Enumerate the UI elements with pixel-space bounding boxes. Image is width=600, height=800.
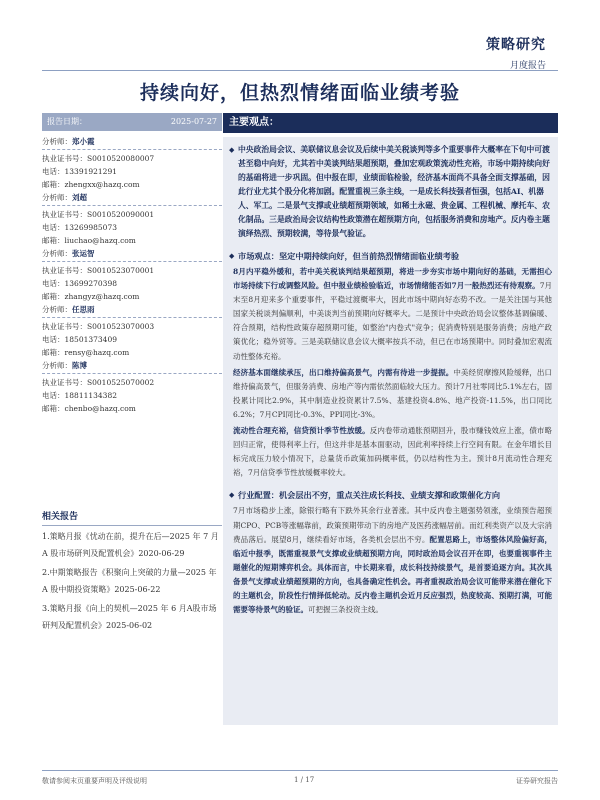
- brand-header: [486, 34, 546, 71]
- analyst-name: 任思雨: [72, 305, 95, 314]
- analyst-email[interactable]: 邮箱：chenbo@hazq.com: [42, 404, 136, 413]
- paragraph-lead: 流动性合理充裕，信贷预计季节性放缓。: [233, 426, 370, 436]
- industry-allocation-heading: [229, 488, 552, 502]
- liquidity-paragraph: [233, 424, 552, 480]
- related-reports: [42, 509, 222, 634]
- paragraph-body: 反内卷带动通胀预期回升，股市赚钱效应上涨，债市略回归正常，使得利率上行，但这并非是基本面驱动，因此利率持续上行空间有限。在金年增长目标完成压力较小情况下，总量货币政策加码概率低，仍以结构性为主。预计8月流动性合理充裕，7月信贷季节性放缓概率较大。: [233, 426, 553, 478]
- analyst-email[interactable]: 邮箱：zhengxx@hazq.com: [42, 180, 140, 189]
- divider: [42, 373, 222, 374]
- economy-paragraph: [233, 366, 552, 422]
- analyst-role: 分析师：: [42, 249, 72, 258]
- analyst-role: 分析师：: [42, 137, 72, 146]
- analyst-email[interactable]: 邮箱：rensy@hazq.com: [42, 348, 130, 357]
- brand-name: 策略研究: [486, 37, 546, 53]
- analyst-block: [42, 247, 222, 303]
- industry-paragraph: [233, 504, 552, 617]
- paragraph-body: 7月市场稳步上涨，除银行略有下跌外其余行业普涨。其中反内卷主题强势领涨，业绩预告超预期CPO、PCB等涨幅靠前，政策预期带动下的房地产及医药涨幅居前。而红利类资产以及大宗消费品落后。展望8月，继续看好市场，各类机会层出不穷。: [233, 506, 552, 544]
- summary-text: 中央政治局会议、美联储议息会议及后续中美关税谈判等多个重要事件大概率在下旬中可渡甚至稳中向好，尤其若中美谈判结果超预期，叠加宏观政策流动性充裕，市场中期持续向好的基础将进一步巩固。但中报在即，业绩面临检验，经济基本面尚不具备全面支撑基础，因此行业尤其个股分化将加剧。配置重视三条主线，一是成长科技强者恒强，包括AI、机器人、军工。二是景气支撑或业绩超预期领域，如稀土永磁、贵金属、工程机械、摩托车、农化制品。三是政治局会议结构性政策潜在超预期方向，包括服务消费和房地产。反内卷主题演绎热烈、预期较满，等待景气验证。: [238, 145, 550, 238]
- analyst-block: [42, 359, 222, 415]
- report-date-value: 2025-07-27: [170, 117, 217, 126]
- analyst-cert: 执业证书号：S0010520090001: [42, 210, 155, 219]
- analyst-block: [42, 191, 222, 247]
- analyst-name: 陈博: [72, 361, 87, 370]
- analyst-phone: 电话：13269985073: [42, 223, 117, 232]
- left-column: [42, 113, 222, 415]
- related-report-item[interactable]: 3.策略月报《向上的契机—2025 年 6 月A股市场研判及配置机会》2025-06-02: [42, 604, 217, 630]
- analyst-block: [42, 135, 222, 191]
- analyst-name: 张运智: [72, 249, 95, 258]
- report-title: 持续向好，但热烈情绪面临业绩考验: [139, 82, 460, 104]
- paragraph-body: 7月末至8月迎来多个重要事件，平稳过渡概率大，因此市场中期向好态势不改。一是关注国与其他国家关税谈判偏顺利，中美谈判当前预期向好概率大。二是预计中央政治局会议整体基调偏暖、符合预期，结构性政策存超预期可能，如整治"内卷式"竞争；促消费特别是服务消费；房地产政策优化；稳外贸等。三是美联储议息会议大概率按兵不动，但已在市场预期中。同时叠加宏观流动性整体充裕。: [233, 281, 552, 361]
- analyst-name: 刘超: [72, 193, 87, 202]
- report-type: 月度报告: [509, 61, 546, 71]
- market-view-heading: [229, 249, 552, 263]
- analyst-phone: 电话：18811134382: [42, 391, 117, 400]
- analyst-role: 分析师：: [42, 305, 72, 314]
- analyst-phone: 电话：18501373409: [42, 335, 117, 344]
- summary-section: [229, 143, 552, 241]
- divider: [42, 317, 222, 318]
- divider: [42, 205, 222, 206]
- analyst-cert: 执业证书号：S0010520080007: [42, 154, 155, 163]
- diamond-bullet-icon: ◆: [229, 146, 235, 154]
- footer-disclaimer: 敬请参阅末页重要声明及评级说明: [42, 777, 147, 785]
- related-reports-heading: 相关报告: [42, 509, 222, 526]
- main-column: [223, 113, 558, 725]
- section-title: 行业配置：机会层出不穷，重点关注成长科技、业绩支撑和政策催化方向: [238, 490, 501, 501]
- analyst-role: 分析师：: [42, 193, 72, 202]
- related-report-item[interactable]: 1.策略月报《忧动在前，提升在后—2025 年 7 月 A 股市场研判及配置机会》2020-06-29: [42, 532, 219, 558]
- header-divider: [42, 70, 558, 71]
- analyst-phone: 电话：13699270398: [42, 279, 117, 288]
- report-date-bar: [42, 113, 222, 131]
- paragraph-emphasis: 配置思路上，市场整体风险偏好高，临近中报季，既需重视景气支撑或业绩超预期方向，同时政治局会议召开在即，也要重视事件主题催化的短期博弈机会。具体而言，中长期来看，成长科技持续景气，是首要追逐方向。其次具备景气支撑或业绩超预期的方向，也具备确定性机会。再者重视政治局会议可能带来潜在催化下的主题机会，阶段性行情择低轮动。反内卷主题机会近月反应强烈，热度较高、预期打满，可能需要等待景气的验证。: [233, 534, 552, 615]
- footer-report-type: 证券研究报告: [516, 777, 558, 785]
- page-number: 1 / 17: [294, 776, 315, 784]
- paragraph-lead: 经济基本面继续承压，出口维持偏高景气，内需有待进一步提振。: [233, 367, 454, 377]
- report-date-label: 报告日期：: [47, 117, 87, 126]
- analyst-name: 郑小霞: [72, 137, 95, 146]
- paragraph-lead: 8月内平稳外缓和，若中美关税谈判结果超预期，将进一步夯实市场中期向好的基础，无需担心市场持续下行或调整风险。但中报业绩检验临近，市场情绪能否如7月一般热烈还有待观察。: [233, 267, 552, 291]
- analyst-list: [42, 135, 222, 415]
- diamond-bullet-icon: ◆: [229, 252, 235, 260]
- analyst-role: 分析师：: [42, 361, 72, 370]
- divider: [42, 261, 222, 262]
- analyst-cert: 执业证书号：S0010523070003: [42, 322, 155, 331]
- key-points-box: [223, 137, 558, 725]
- paragraph-body: 中美经贸摩擦风险缓释，出口维持偏高景气，但服务消费、房地产等内需依然面临较大压力。预计7月社零同比5.1%左右，固投累计同比2.9%，其中制造业投资累计7.5%、基建投资4.8%、地产投资-11.5%，出口同比6.2%；7月CPI同比-0.3%、PPI同比-3%。: [233, 367, 552, 419]
- market-view-paragraph: [233, 265, 552, 364]
- analyst-block: [42, 303, 222, 359]
- divider: [42, 149, 222, 150]
- analyst-phone: 电话：13391921291: [42, 167, 117, 176]
- analyst-email[interactable]: 邮箱：zhangyz@hazq.com: [42, 292, 140, 301]
- diamond-bullet-icon: ◆: [229, 491, 235, 500]
- analyst-cert: 执业证书号：S0010525070002: [42, 378, 155, 387]
- related-report-item[interactable]: 2.中期策略报告《积聚向上突破的力量—2025 年 A 股中期投资策略》2025-06-22: [42, 568, 217, 594]
- section-title: 市场观点：坚定中期持续向好，但当前热烈情绪面临业绩考验: [238, 251, 460, 261]
- key-points-heading: 主要观点：: [223, 113, 558, 133]
- paragraph-end: 可把握三条投资主线。: [308, 605, 383, 615]
- analyst-cert: 执业证书号：S0010523070001: [42, 266, 155, 275]
- analyst-email[interactable]: 邮箱：liuchao@hazq.com: [42, 236, 136, 245]
